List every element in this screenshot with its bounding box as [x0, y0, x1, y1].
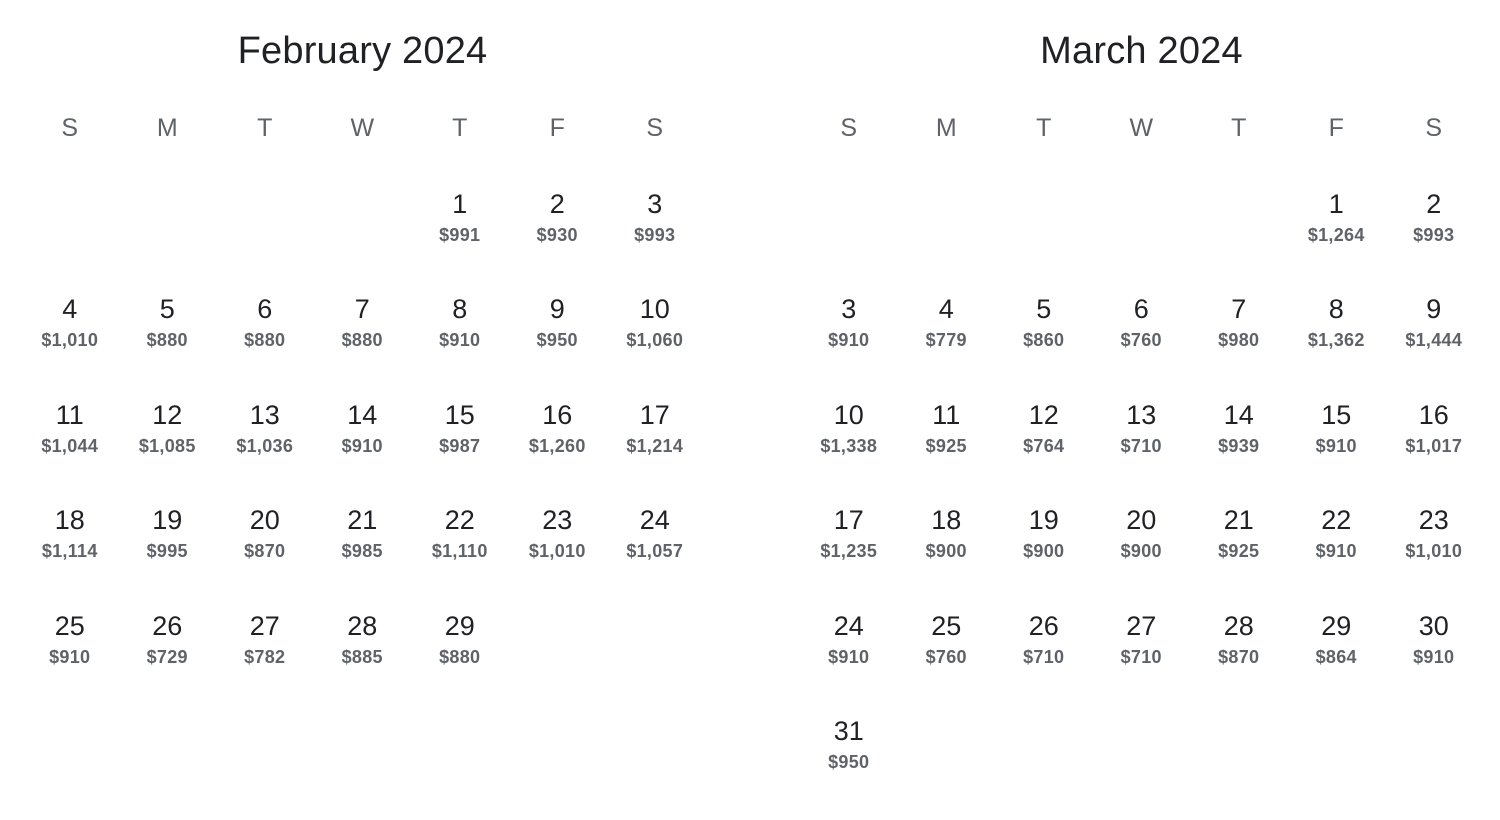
day-cell[interactable]	[898, 399, 996, 504]
day-cell[interactable]	[800, 399, 898, 504]
day-cell[interactable]	[800, 610, 898, 715]
day-cell[interactable]	[1288, 504, 1386, 609]
day-cell[interactable]	[1093, 293, 1191, 398]
day-price: $1,085	[138, 435, 196, 456]
day-price: $864	[1315, 646, 1357, 667]
day-number: 15	[1321, 399, 1352, 430]
day-price: $1,044	[41, 435, 99, 456]
day-cell[interactable]	[1093, 504, 1191, 609]
day-number: 18	[54, 505, 85, 536]
day-price: $910	[1315, 541, 1357, 562]
day-number: 3	[841, 294, 857, 325]
day-price: $1,260	[528, 435, 586, 456]
weekday-label: M	[156, 114, 178, 142]
weekday-label: W	[350, 114, 375, 142]
day-price: $910	[828, 330, 870, 351]
day-number: 24	[639, 505, 670, 536]
day-number: 16	[542, 399, 573, 430]
day-number: 6	[257, 294, 273, 325]
day-price: $1,010	[41, 330, 99, 351]
day-number: 19	[152, 505, 183, 536]
day-number: 6	[1133, 294, 1149, 325]
day-price: $950	[828, 751, 870, 772]
day-number: 27	[249, 610, 280, 641]
day-price: $910	[828, 646, 870, 667]
day-cell[interactable]	[1093, 399, 1191, 504]
day-price: $925	[925, 435, 967, 456]
day-cell[interactable]	[21, 399, 119, 504]
day-cell[interactable]	[216, 293, 314, 398]
day-number: 4	[62, 294, 78, 325]
empty-cell	[21, 188, 119, 293]
day-number: 19	[1028, 505, 1059, 536]
day-number: 13	[1126, 399, 1157, 430]
days-grid	[21, 188, 704, 715]
day-number: 21	[347, 505, 378, 536]
day-number: 8	[1328, 294, 1344, 325]
day-number: 5	[159, 294, 175, 325]
day-cell[interactable]	[898, 610, 996, 715]
day-number: 29	[444, 610, 475, 641]
day-cell[interactable]	[800, 715, 898, 820]
day-cell[interactable]	[1190, 399, 1288, 504]
day-number: 2	[549, 189, 565, 219]
day-price: $729	[146, 646, 188, 667]
day-price: $993	[1413, 225, 1455, 245]
weekday-header	[800, 114, 1483, 143]
weekday-label: S	[840, 114, 858, 142]
day-cell[interactable]	[1093, 610, 1191, 715]
day-price: $1,214	[626, 435, 684, 456]
day-price: $1,036	[236, 435, 294, 456]
day-cell[interactable]	[1288, 610, 1386, 715]
day-number: 12	[152, 399, 183, 430]
day-price: $900	[925, 541, 967, 562]
day-price: $860	[1023, 330, 1065, 351]
weekday-label: W	[1129, 114, 1154, 142]
weekday-label: T	[452, 114, 468, 142]
day-number: 11	[932, 399, 961, 430]
day-price: $900	[1120, 541, 1162, 562]
day-number: 25	[931, 610, 962, 641]
day-cell[interactable]	[606, 293, 704, 398]
day-cell[interactable]	[1288, 293, 1386, 398]
day-cell[interactable]	[1288, 188, 1386, 293]
day-number: 20	[249, 505, 280, 536]
day-cell[interactable]	[1385, 610, 1483, 715]
day-number: 21	[1223, 505, 1254, 536]
day-price: $779	[925, 330, 967, 351]
day-number: 16	[1418, 399, 1449, 430]
day-cell[interactable]	[1190, 504, 1288, 609]
day-number: 1	[452, 189, 468, 219]
day-price: $1,235	[820, 541, 878, 562]
day-price: $910	[439, 330, 481, 351]
weekday-label: F	[1328, 114, 1344, 142]
day-number: 3	[647, 189, 663, 219]
weekday-label: F	[549, 114, 565, 142]
day-cell[interactable]	[411, 610, 509, 715]
day-number: 17	[833, 505, 864, 536]
day-price: $710	[1120, 435, 1162, 456]
day-cell[interactable]	[606, 504, 704, 609]
day-cell[interactable]	[1385, 504, 1483, 609]
day-number: 7	[354, 294, 370, 325]
weekday-label: T	[257, 114, 273, 142]
day-cell[interactable]	[898, 504, 996, 609]
day-price: $910	[1315, 435, 1357, 456]
day-number: 31	[833, 715, 864, 746]
day-cell[interactable]	[21, 293, 119, 398]
empty-cell	[995, 188, 1093, 293]
day-price: $1,010	[1405, 541, 1463, 562]
day-cell[interactable]	[800, 504, 898, 609]
day-number: 25	[54, 610, 85, 641]
day-price: $900	[1023, 541, 1065, 562]
day-price: $880	[439, 646, 481, 667]
day-number: 22	[1321, 505, 1352, 536]
day-price: $870	[244, 541, 286, 562]
day-price: $993	[634, 225, 676, 245]
day-price: $985	[341, 541, 383, 562]
day-number: 28	[347, 610, 378, 641]
day-number: 7	[1231, 294, 1247, 325]
day-number: 18	[931, 505, 962, 536]
day-price: $782	[244, 646, 286, 667]
day-cell[interactable]	[509, 504, 607, 609]
day-cell[interactable]	[1385, 399, 1483, 504]
day-cell[interactable]	[800, 293, 898, 398]
day-number: 26	[152, 610, 183, 641]
day-cell[interactable]	[21, 504, 119, 609]
day-number: 11	[55, 399, 84, 430]
day-price: $995	[146, 541, 188, 562]
day-number: 23	[542, 505, 573, 536]
day-cell[interactable]	[119, 610, 217, 715]
day-cell[interactable]	[995, 504, 1093, 609]
empty-cell	[1093, 188, 1191, 293]
month-title: February 2024	[237, 30, 488, 72]
day-price: $764	[1023, 435, 1065, 456]
day-number: 10	[833, 399, 864, 430]
day-cell[interactable]	[314, 504, 412, 609]
day-cell[interactable]	[21, 610, 119, 715]
days-grid	[800, 188, 1483, 820]
day-number: 27	[1126, 610, 1157, 641]
day-price: $885	[341, 646, 383, 667]
day-cell[interactable]	[898, 293, 996, 398]
day-price: $910	[1413, 646, 1455, 667]
empty-cell	[800, 188, 898, 293]
day-price: $910	[49, 646, 91, 667]
empty-cell	[314, 188, 412, 293]
day-price: $880	[244, 330, 286, 351]
month-title: March 2024	[1040, 30, 1243, 72]
day-number: 13	[249, 399, 280, 430]
day-cell[interactable]	[509, 188, 607, 293]
day-price: $1,264	[1307, 225, 1365, 245]
day-number: 1	[1328, 189, 1344, 219]
day-cell[interactable]	[509, 399, 607, 504]
weekday-label: S	[61, 114, 79, 142]
day-number: 22	[444, 505, 475, 536]
day-price: $870	[1218, 646, 1260, 667]
day-cell[interactable]	[314, 293, 412, 398]
day-price: $987	[439, 435, 481, 456]
day-cell[interactable]	[1288, 399, 1386, 504]
day-price: $950	[536, 330, 578, 351]
day-number: 14	[347, 399, 378, 430]
day-number: 29	[1321, 610, 1352, 641]
day-number: 28	[1223, 610, 1254, 641]
day-price: $1,362	[1307, 330, 1365, 351]
day-number: 9	[1426, 294, 1442, 325]
day-number: 23	[1418, 505, 1449, 536]
day-price: $1,338	[820, 435, 878, 456]
day-price: $1,444	[1405, 330, 1463, 351]
day-number: 20	[1126, 505, 1157, 536]
empty-cell	[216, 188, 314, 293]
day-cell[interactable]	[119, 399, 217, 504]
day-price: $925	[1218, 541, 1260, 562]
day-number: 8	[452, 294, 468, 325]
day-cell[interactable]	[314, 399, 412, 504]
day-price: $1,010	[528, 541, 586, 562]
day-number: 24	[833, 610, 864, 641]
empty-cell	[1190, 188, 1288, 293]
day-cell[interactable]	[119, 293, 217, 398]
weekday-label: M	[935, 114, 957, 142]
day-cell[interactable]	[995, 293, 1093, 398]
day-cell[interactable]	[216, 399, 314, 504]
weekday-label: S	[646, 114, 664, 142]
day-number: 4	[938, 294, 954, 325]
day-cell[interactable]	[1190, 293, 1288, 398]
day-cell[interactable]	[314, 610, 412, 715]
day-cell[interactable]	[216, 610, 314, 715]
empty-cell	[119, 188, 217, 293]
weekday-label: T	[1036, 114, 1052, 142]
day-price: $880	[341, 330, 383, 351]
day-price: $980	[1218, 330, 1260, 351]
day-cell[interactable]	[606, 188, 704, 293]
day-price: $939	[1218, 435, 1260, 456]
day-price: $1,114	[41, 541, 98, 562]
day-number: 10	[639, 294, 670, 325]
day-number: 9	[549, 294, 565, 325]
day-cell[interactable]	[995, 399, 1093, 504]
day-cell[interactable]	[995, 610, 1093, 715]
day-price: $710	[1023, 646, 1065, 667]
day-price: $1,110	[431, 541, 488, 562]
day-price: $910	[341, 435, 383, 456]
day-cell[interactable]	[411, 188, 509, 293]
day-price: $1,060	[626, 330, 684, 351]
day-number: 15	[444, 399, 475, 430]
day-price: $1,057	[626, 541, 684, 562]
day-price: $1,017	[1405, 435, 1463, 456]
day-cell[interactable]	[1385, 188, 1483, 293]
day-cell[interactable]	[216, 504, 314, 609]
day-price: $880	[146, 330, 188, 351]
day-price: $930	[536, 225, 578, 245]
day-cell[interactable]	[411, 293, 509, 398]
day-cell[interactable]	[509, 293, 607, 398]
empty-cell	[898, 188, 996, 293]
day-cell[interactable]	[606, 399, 704, 504]
day-number: 30	[1418, 610, 1449, 641]
day-cell[interactable]	[1190, 610, 1288, 715]
day-cell[interactable]	[1385, 293, 1483, 398]
day-price: $710	[1120, 646, 1162, 667]
day-number: 5	[1036, 294, 1052, 325]
day-number: 26	[1028, 610, 1059, 641]
day-number: 14	[1223, 399, 1254, 430]
day-number: 12	[1028, 399, 1059, 430]
day-number: 2	[1426, 189, 1442, 219]
day-price: $991	[439, 225, 481, 245]
day-cell[interactable]	[411, 399, 509, 504]
day-number: 17	[639, 399, 670, 430]
day-price: $760	[1120, 330, 1162, 351]
day-cell[interactable]	[119, 504, 217, 609]
weekday-label: S	[1425, 114, 1443, 142]
weekday-header	[21, 114, 704, 143]
weekday-label: T	[1231, 114, 1247, 142]
day-cell[interactable]	[411, 504, 509, 609]
day-price: $760	[925, 646, 967, 667]
